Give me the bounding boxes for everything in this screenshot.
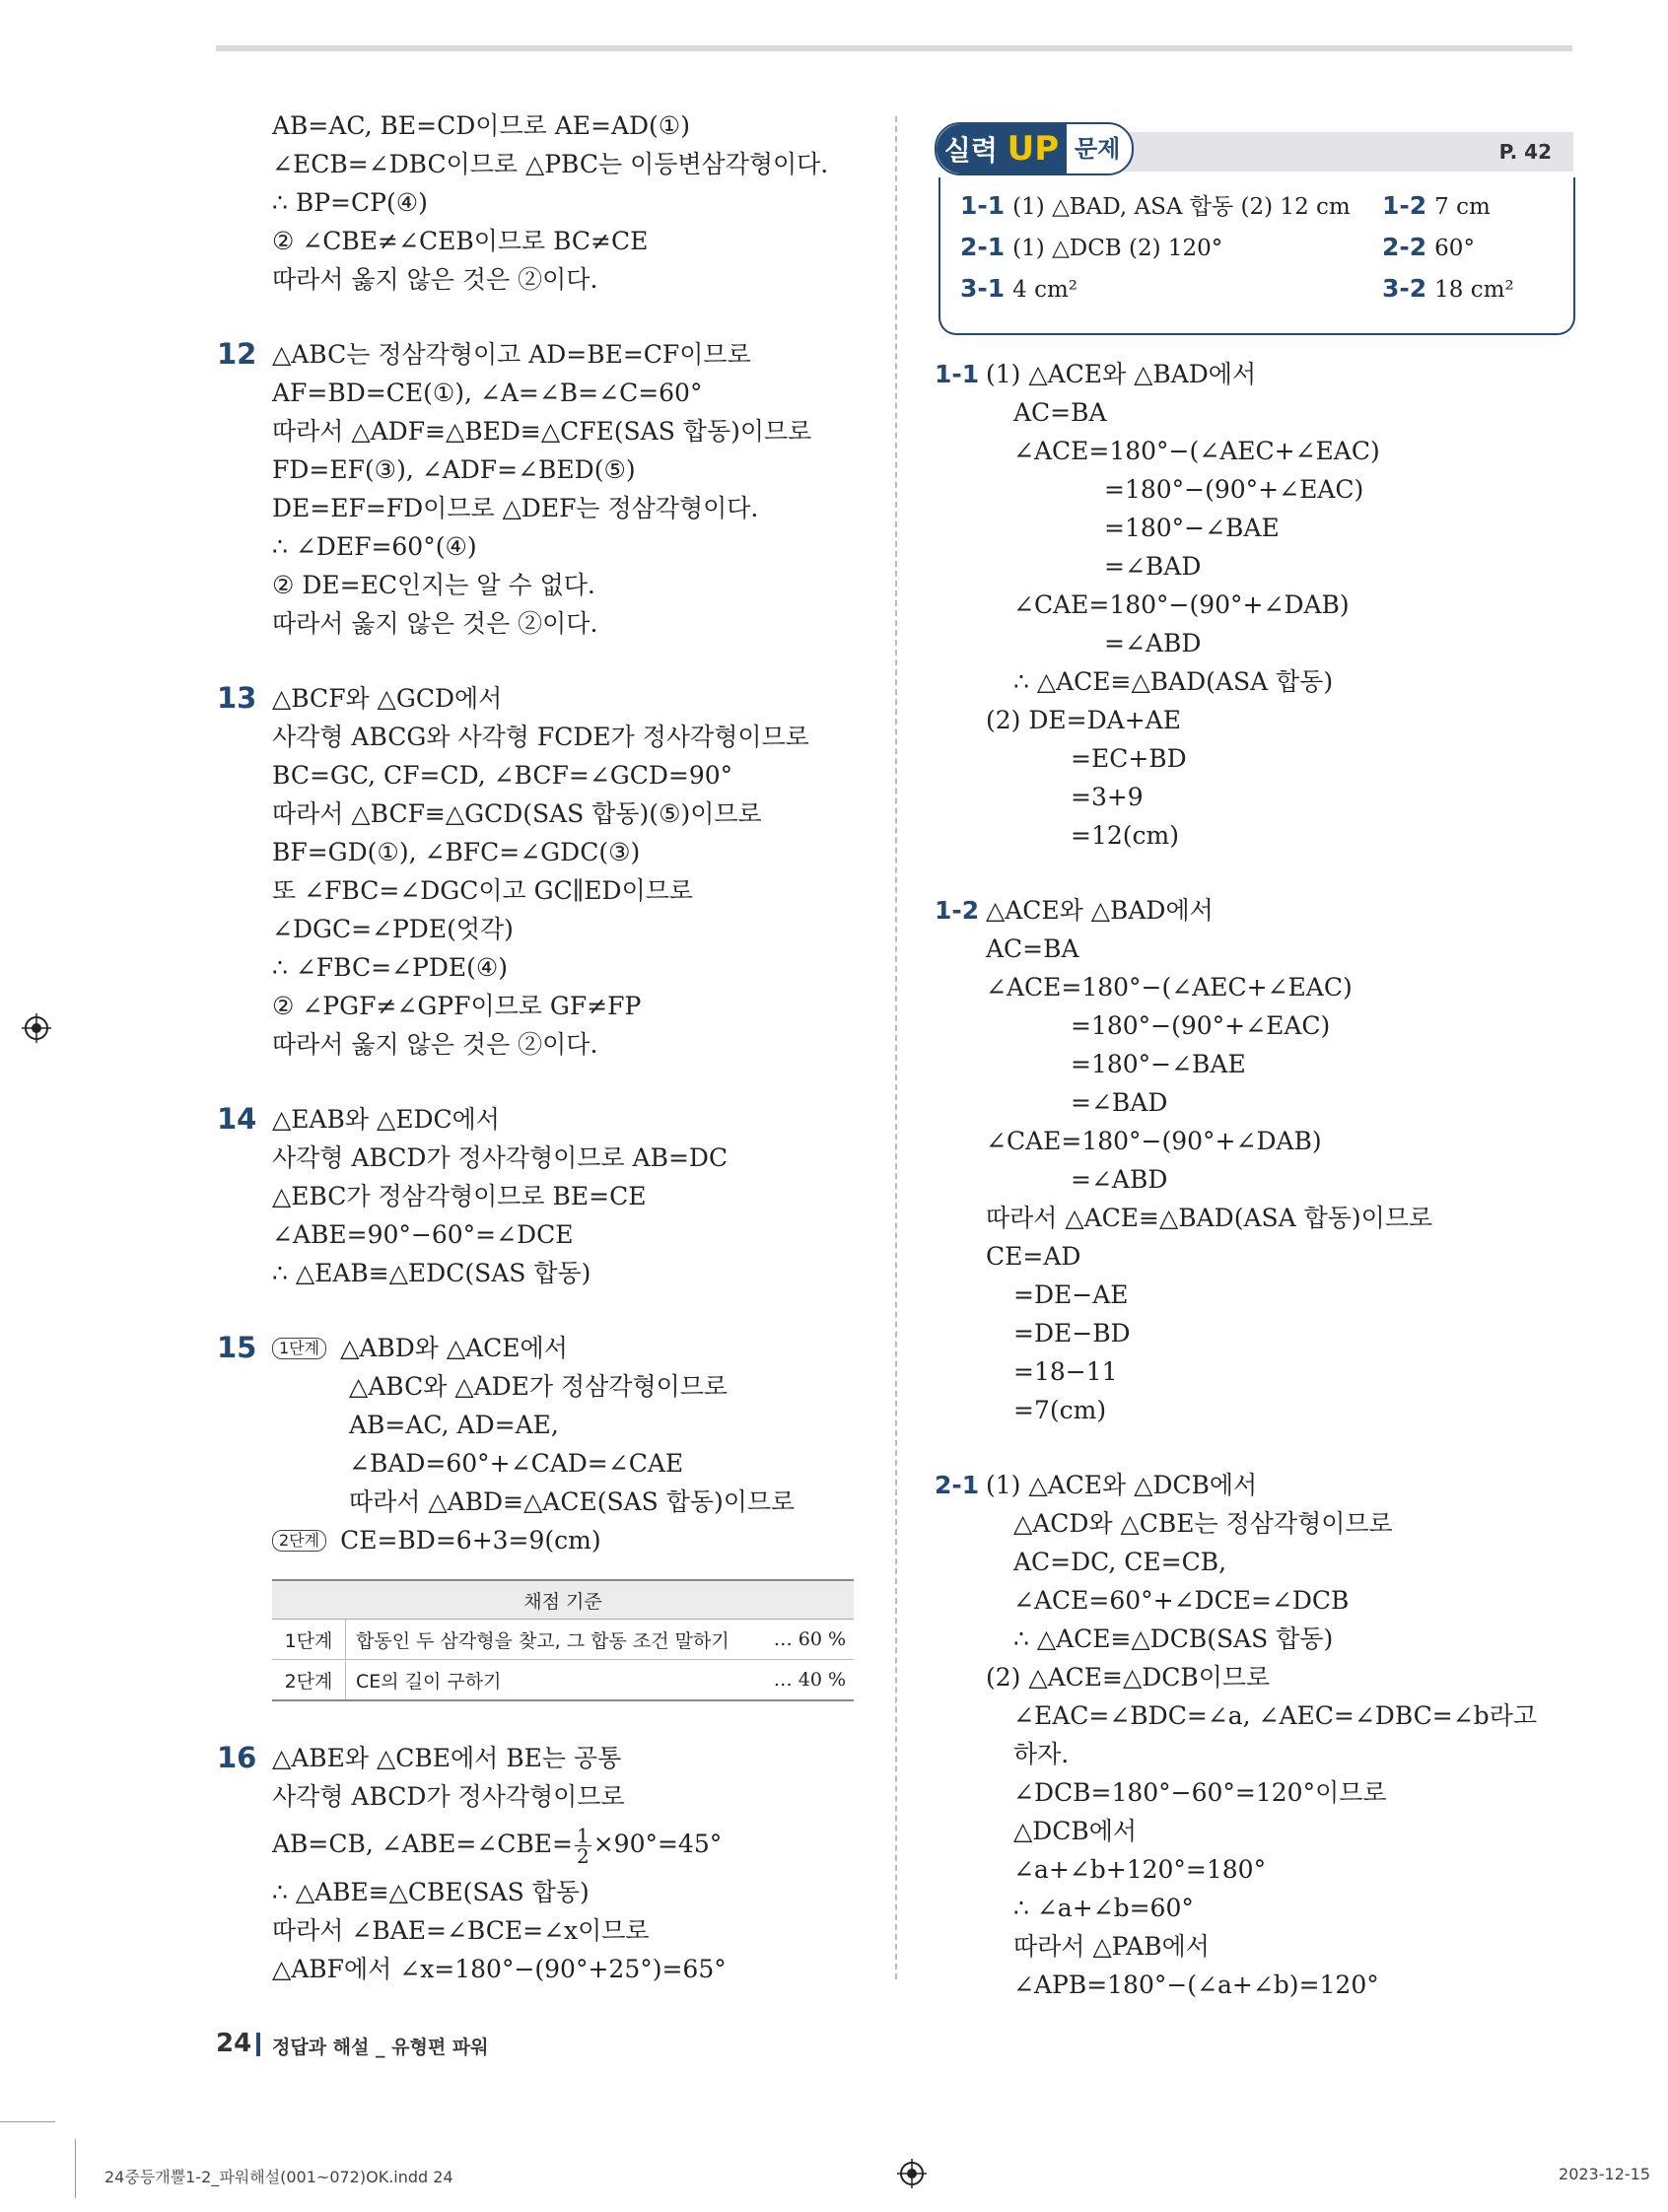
- text-line: (1) △ACE와 △BAD에서: [986, 360, 1257, 388]
- text-line: [272, 1816, 864, 1873]
- text-line: =∠ABD: [1104, 629, 1202, 657]
- text-line: =12(cm): [1071, 821, 1179, 850]
- problem-number: 2-1: [935, 1471, 980, 1499]
- answer-text: 4 cm²: [1012, 277, 1078, 303]
- answer-row: [1382, 191, 1491, 222]
- answer-row: [960, 274, 1077, 305]
- table-cell: … 60 %: [756, 1620, 854, 1660]
- text-line: ∠BAD=60°+∠CAD=∠CAE: [349, 1449, 684, 1478]
- text-line: 따라서 △ACE≡△BAD(ASA 합동)이므로: [986, 1204, 1433, 1232]
- text-line: △EBC가 정삼각형이므로 BE=CE: [272, 1182, 647, 1210]
- solution-1-1: [935, 355, 1585, 855]
- text-line: ∴ ∠FBC=∠PDE(④): [272, 953, 509, 982]
- page-number: 24: [216, 2029, 252, 2058]
- right-column: [935, 355, 1585, 2040]
- text-line: [272, 1521, 864, 1559]
- text-line: BC=GC, CF=CD, ∠BCF=∠GCD=90°: [272, 761, 733, 790]
- problem-13: [213, 679, 864, 1064]
- text-line: =∠BAD: [1071, 1088, 1168, 1117]
- step-1-tag: 1단계: [272, 1338, 326, 1359]
- text-line: △ABC는 정삼각형이고 AD=BE=CF이므로: [272, 340, 751, 369]
- text-line: ∠ACE=180°−(∠AEC+∠EAC): [986, 973, 1353, 1002]
- problem-number: 16: [217, 1741, 257, 1774]
- text-line: ∴ ∠DEF=60°(④): [272, 532, 477, 561]
- text-line: ∠ECB=∠DBC이므로 △PBC는 이등변삼각형이다.: [272, 150, 829, 178]
- problem-number: 1-1: [935, 360, 980, 388]
- problem-14: [213, 1100, 864, 1292]
- table-cell: CE의 길이 구하기: [346, 1660, 757, 1701]
- text-line: =18−11: [1013, 1357, 1118, 1386]
- answer-text: 7 cm: [1434, 194, 1491, 220]
- page-reference: P. 42: [1498, 140, 1552, 164]
- left-column: [213, 106, 864, 2025]
- text-line: 따라서 옳지 않은 것은 ②이다.: [272, 1030, 598, 1059]
- problem-16: [213, 1739, 864, 1988]
- text-line: [272, 1329, 864, 1367]
- text-line: AC=BA: [986, 934, 1079, 963]
- problem-11-continued: [213, 106, 864, 299]
- table-row: [272, 1660, 854, 1701]
- text-line: △DCB에서: [1013, 1817, 1138, 1845]
- text-line: ② ∠CBE≠∠CEB이므로 BC≠CE: [272, 227, 649, 255]
- table-cell: … 40 %: [756, 1660, 854, 1701]
- text-line: AF=BD=CE(①), ∠A=∠B=∠C=60°: [272, 379, 703, 407]
- text-span: ×90°=45°: [592, 1830, 723, 1858]
- footer-bar: [256, 2033, 260, 2056]
- text-line: ∴ △ACE≡△DCB(SAS 합동): [1013, 1624, 1334, 1653]
- answer-number: 1-1: [960, 191, 1006, 220]
- text-line: △ACD와 △CBE는 정삼각형이므로: [1013, 1509, 1393, 1538]
- text-line: AB=AC, AD=AE,: [349, 1411, 559, 1439]
- step-2-tag: 2단계: [272, 1530, 326, 1552]
- text-line: 하자.: [1013, 1740, 1070, 1768]
- table-cell: 2단계: [272, 1660, 346, 1701]
- text-line: =∠ABD: [1071, 1165, 1168, 1194]
- text-line: △ACE와 △BAD에서: [986, 896, 1214, 925]
- grading-table: [272, 1579, 854, 1701]
- text-line: ∴ △ABE≡△CBE(SAS 합동): [272, 1878, 590, 1906]
- text-line: △BCF와 △GCD에서: [272, 684, 503, 713]
- text-line: =180°−∠BAE: [1071, 1050, 1246, 1078]
- text-span: CE=BD=6+3=9(cm): [340, 1526, 601, 1555]
- problem-number: 12: [217, 337, 257, 371]
- text-line: 사각형 ABCD가 정사각형이므로: [272, 1782, 625, 1811]
- text-line: 또 ∠FBC=∠DGC이고 GC∥ED이므로: [272, 876, 694, 905]
- text-line: =∠BAD: [1104, 552, 1202, 581]
- answer-row: [960, 233, 1222, 263]
- crop-mark: [0, 2121, 55, 2122]
- text-line: ∠CAE=180°−(90°+∠DAB): [986, 1127, 1322, 1155]
- text-line: ② DE=EC인지는 알 수 없다.: [272, 571, 595, 599]
- answer-text: 18 cm²: [1434, 277, 1514, 303]
- text-line: =180°−∠BAE: [1104, 514, 1280, 542]
- text-line: ∠APB=180°−(∠a+∠b)=120°: [1013, 1970, 1379, 1999]
- text-line: AB=AC, BE=CD이므로 AE=AD(①): [272, 111, 690, 140]
- solution-1-2: [935, 891, 1585, 1429]
- answer-box: [938, 177, 1575, 335]
- answer-row: [1382, 274, 1514, 305]
- text-line: ∠DCB=180°−60°=120°이므로: [1013, 1778, 1387, 1807]
- table-cell: 합동인 두 삼각형을 찾고, 그 합동 조건 말하기: [346, 1620, 757, 1660]
- column-divider: [895, 116, 897, 1979]
- text-line: ② ∠PGF≠∠GPF이므로 GF≠FP: [272, 992, 642, 1020]
- answer-row: [1382, 233, 1475, 263]
- text-line: ∴ △ACE≡△BAD(ASA 합동): [1013, 667, 1334, 696]
- text-line: =DE−BD: [1013, 1319, 1131, 1348]
- text-line: AC=BA: [1013, 398, 1107, 427]
- answer-text: (1) △BAD, ASA 합동 (2) 12 cm: [1012, 194, 1351, 220]
- text-line: △EAB와 △EDC에서: [272, 1105, 500, 1134]
- badge-up-text: UP: [1007, 129, 1060, 169]
- text-line: BF=GD(①), ∠BFC=∠GDC(③): [272, 838, 641, 866]
- registration-mark-icon: [897, 2159, 927, 2188]
- badge-main: [937, 124, 1067, 173]
- solution-2-1: [935, 1466, 1585, 2004]
- text-line: 따라서 옳지 않은 것은 ②이다.: [272, 609, 598, 638]
- text-span: AB=CB, ∠ABE=∠CBE=: [272, 1830, 573, 1858]
- section-badge: [935, 122, 1134, 175]
- text-line: 사각형 ABCD가 정사각형이므로 AB=DC: [272, 1143, 729, 1172]
- answer-number: 1-2: [1382, 191, 1427, 220]
- text-line: 따라서 옳지 않은 것은 ②이다.: [272, 265, 598, 294]
- text-line: 따라서 △PAB에서: [1013, 1932, 1210, 1961]
- table-row: [272, 1620, 854, 1660]
- problem-number: 14: [217, 1102, 257, 1136]
- answer-number: 2-2: [1382, 233, 1427, 261]
- text-line: ∴ △EAB≡△EDC(SAS 합동): [272, 1259, 591, 1287]
- file-slug: 24중등개뿔1-2_파워해설(001~072)OK.indd 24: [104, 2168, 453, 2186]
- text-line: 따라서 △ABD≡△ACE(SAS 합동)이므로: [349, 1487, 796, 1516]
- text-line: 사각형 ABCG와 사각형 FCDE가 정사각형이므로: [272, 723, 809, 751]
- problem-number: 1-2: [935, 896, 980, 925]
- text-line: ∴ ∠a+∠b=60°: [1013, 1894, 1194, 1922]
- badge-sub-text: 문제: [1075, 135, 1121, 163]
- answer-number: 3-1: [960, 274, 1006, 303]
- fraction: [575, 1826, 591, 1866]
- top-rule: [216, 45, 1572, 51]
- text-line: ∠DGC=∠PDE(엇각): [272, 915, 514, 943]
- problem-number: 15: [217, 1331, 257, 1364]
- answer-number: 3-2: [1382, 274, 1427, 303]
- problem-number: 13: [217, 681, 257, 715]
- text-line: =DE−AE: [1013, 1280, 1129, 1309]
- text-line: (2) DE=DA+AE: [986, 706, 1181, 734]
- text-line: =180°−(90°+∠EAC): [1071, 1011, 1331, 1040]
- text-line: =180°−(90°+∠EAC): [1104, 475, 1364, 504]
- text-span: △ABD와 △ACE에서: [340, 1334, 568, 1362]
- footer-title: 정답과 해설 _ 유형편 파워: [272, 2037, 489, 2058]
- text-line: △ABC와 △ADE가 정삼각형이므로: [349, 1372, 729, 1401]
- text-line: ∠CAE=180°−(90°+∠DAB): [1013, 590, 1350, 619]
- text-line: FD=EF(③), ∠ADF=∠BED(⑤): [272, 455, 636, 484]
- text-line: ∠EAC=∠BDC=∠a, ∠AEC=∠DBC=∠b라고: [1013, 1701, 1537, 1730]
- answer-box-header: [935, 122, 1573, 175]
- table-cell: 1단계: [272, 1620, 346, 1660]
- text-line: CE=AD: [986, 1242, 1081, 1271]
- text-line: =7(cm): [1013, 1396, 1107, 1424]
- problem-15: [213, 1329, 864, 1559]
- text-line: ∠ACE=180°−(∠AEC+∠EAC): [1013, 437, 1380, 465]
- text-line: AC=DC, CE=CB,: [1013, 1548, 1227, 1576]
- grading-table-header: 채점 기준: [272, 1580, 854, 1620]
- text-line: =3+9: [1071, 783, 1144, 811]
- date-slug: 2023-12-15: [1559, 2165, 1650, 2183]
- answer-text: (1) △DCB (2) 120°: [1012, 236, 1223, 261]
- text-line: (2) △ACE≡△DCB이므로: [986, 1663, 1271, 1692]
- text-line: ∠ABE=90°−60°=∠DCE: [272, 1220, 574, 1249]
- text-line: DE=EF=FD이므로 △DEF는 정삼각형이다.: [272, 494, 759, 522]
- badge-main-text: 실력: [943, 134, 998, 167]
- text-line: ∴ BP=CP(④): [272, 188, 428, 217]
- text-line: =EC+BD: [1071, 744, 1187, 773]
- fraction-denominator: 2: [576, 1844, 590, 1868]
- crop-mark: [75, 2139, 76, 2198]
- text-line: △ABE와 △CBE에서 BE는 공통: [272, 1744, 622, 1772]
- text-line: ∠ACE=60°+∠DCE=∠DCB: [1013, 1586, 1350, 1615]
- text-line: (1) △ACE와 △DCB에서: [986, 1471, 1258, 1499]
- answer-number: 2-1: [960, 233, 1006, 261]
- answer-text: 60°: [1434, 236, 1475, 261]
- text-line: 따라서 ∠BAE=∠BCE=∠x이므로: [272, 1916, 650, 1945]
- text-line: 따라서 △BCF≡△GCD(SAS 합동)(⑤)이므로: [272, 799, 762, 828]
- text-line: ∠a+∠b+120°=180°: [1013, 1855, 1267, 1884]
- text-line: △ABF에서 ∠x=180°−(90°+25°)=65°: [272, 1955, 727, 1983]
- text-line: 따라서 △ADF≡△BED≡△CFE(SAS 합동)이므로: [272, 417, 812, 446]
- problem-12: [213, 335, 864, 643]
- fraction-numerator: 1: [576, 1824, 590, 1847]
- registration-mark-icon: [22, 1013, 51, 1043]
- answer-row: [960, 191, 1351, 222]
